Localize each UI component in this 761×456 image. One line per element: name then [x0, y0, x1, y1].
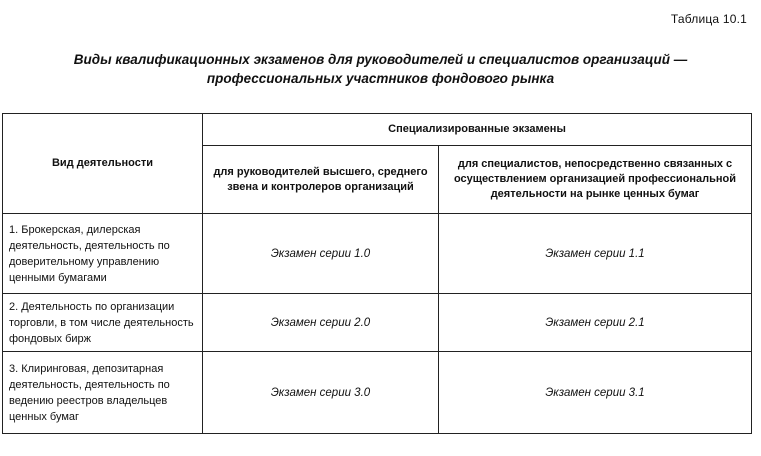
specialists-exam-cell: Экзамен серии 3.1 [439, 352, 752, 434]
activity-column-header: Вид деятельности [3, 114, 203, 214]
title-line-2: профессиональных участников фондового рынка [206, 71, 555, 86]
specialists-exam-cell: Экзамен серии 1.1 [439, 214, 752, 294]
managers-exam-cell: Экзамен серии 3.0 [203, 352, 439, 434]
title-line-1: Виды квалификационных экзаменов для руководителей и специалистов организаций — [73, 52, 688, 67]
specialists-exam-cell: Экзамен серии 2.1 [439, 294, 752, 352]
header-row-1 [3, 114, 752, 146]
managers-exam-cell: Экзамен серии 2.0 [203, 294, 439, 352]
managers-exam-cell: Экзамен серии 1.0 [203, 214, 439, 294]
table-number-label: Таблица 10.1 [670, 12, 747, 26]
managers-column-header: для руководителей высшего, среднего звена и контролеров организаций [203, 146, 439, 214]
exams-table [2, 113, 752, 434]
specialized-exams-header: Специализированные экзамены [203, 114, 752, 146]
table-row [3, 352, 752, 434]
document-title [20, 50, 741, 88]
table-row [3, 294, 752, 352]
table-row [3, 214, 752, 294]
activity-cell: 2. Деятельность по организации торговли, в том числе деятельность фондовых бирж [3, 294, 203, 352]
specialists-column-header: для специалистов, непосредственно связанных с осуществлением организацией профессиональной деятельности на рынке ценных бумаг [439, 146, 752, 214]
activity-cell: 3. Клиринговая, депозитарная деятельность, деятельность по ведению реестров владельцев ценных бумаг [3, 352, 203, 434]
activity-cell: 1. Брокерская, дилерская деятельность, деятельность по доверительному управлению ценными бумагами [3, 214, 203, 294]
